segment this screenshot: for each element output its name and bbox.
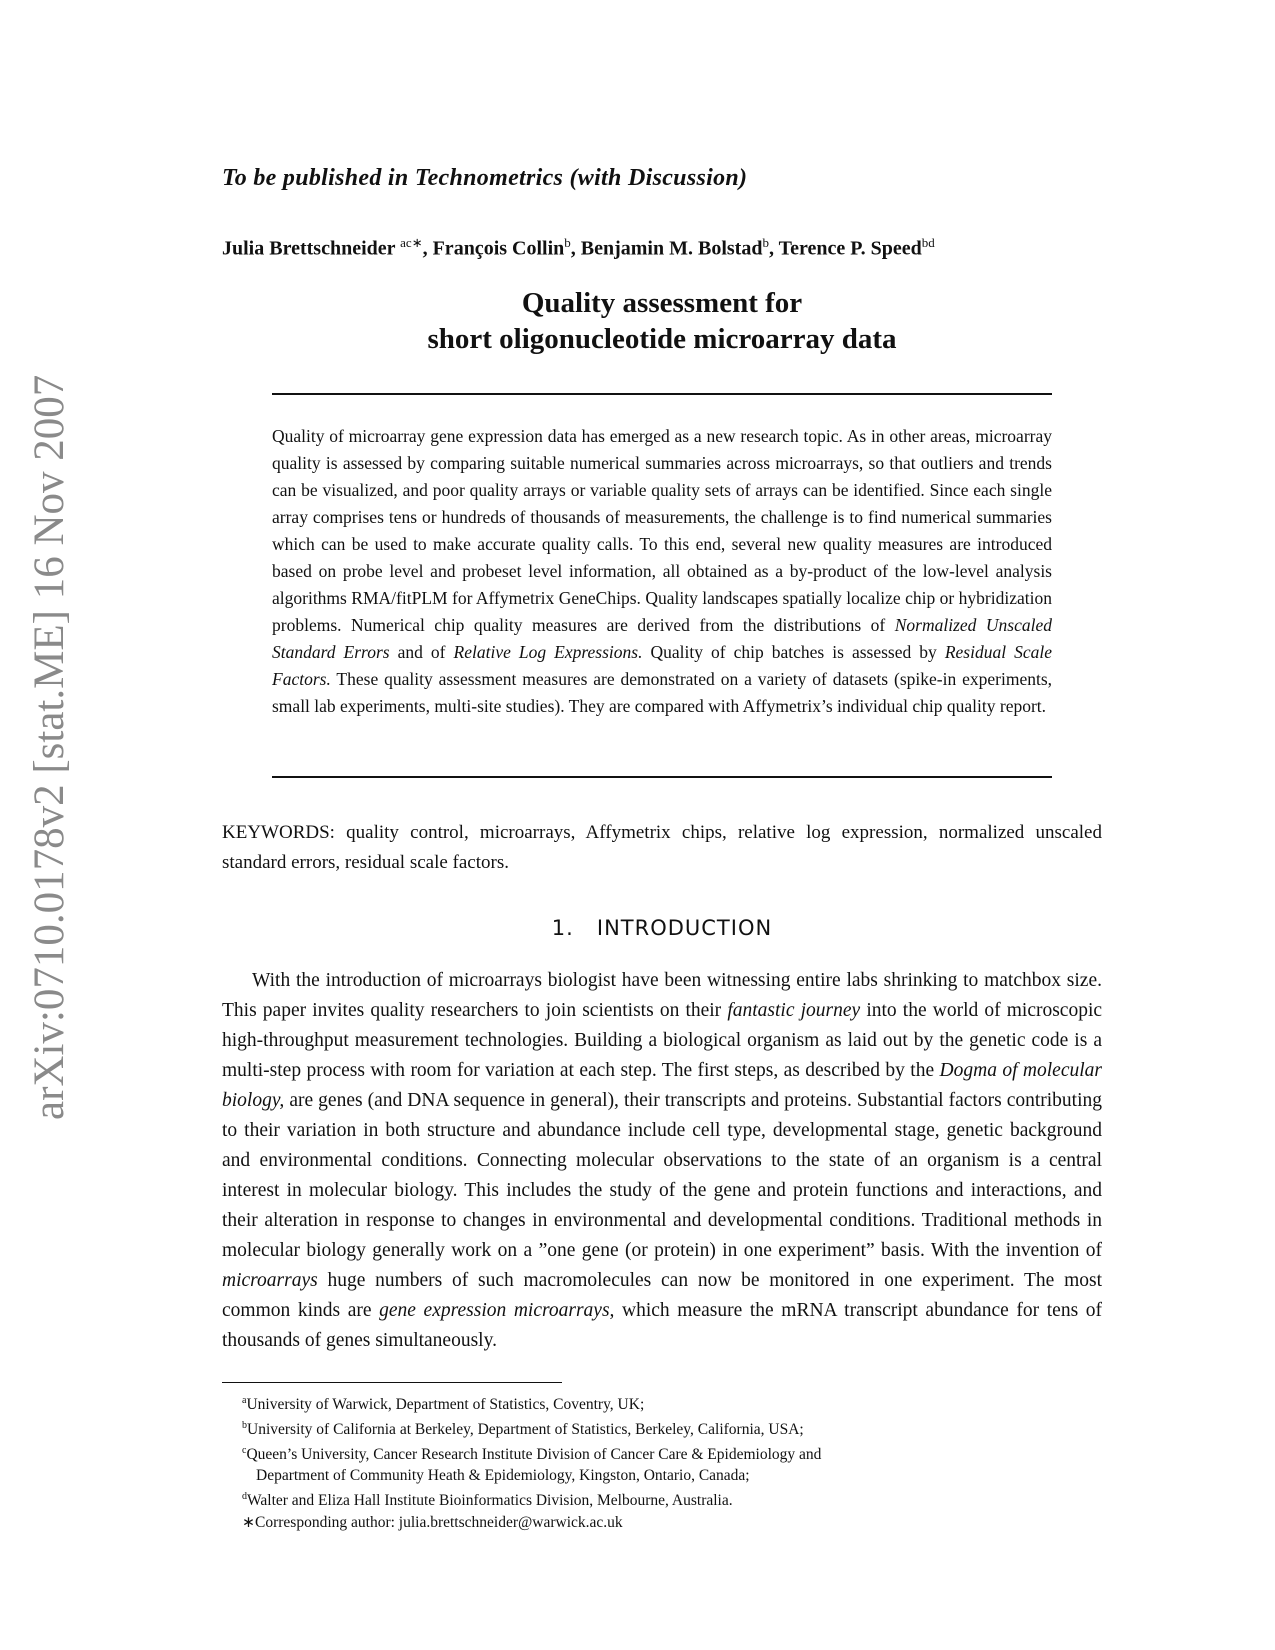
body-emphasis: microarrays [222,1270,318,1291]
abstract-emphasis: Relative Log Expressions. [453,642,643,662]
author-affiliation-mark: bd [921,235,935,250]
footnote-text: Walter and Eliza Hall Institute Bioinformatics Division, Melbourne, Australia. [247,1492,733,1510]
abstract-bottom-rule [272,776,1052,778]
footnote-rule [222,1382,562,1383]
footnotes [242,1390,1102,1533]
footnote-text: University of California at Berkeley, Department of Statistics, Berkeley, California, USA; [247,1421,804,1439]
section-heading [222,916,1102,940]
body-text: which measure the mRNA transcript abundance for tens of thousands of genes simultaneously. [222,1300,1103,1351]
footnote [242,1512,1102,1533]
footnote-mark: ∗ [242,1513,255,1531]
abstract-text: and of [397,642,446,662]
publication-venue: To be published in Technometrics (with Discussion) [222,165,748,191]
footnote-text: Department of Community Heath & Epidemiology, Kingston, Ontario, Canada; [256,1467,750,1485]
footnote-continuation [242,1465,1102,1486]
abstract [272,423,1052,720]
footnote [242,1486,1102,1511]
footnote-mark: b [242,1420,247,1432]
abstract-emphasis: Normalized Unscaled Standard Errors [272,615,1052,662]
abstract-text: Quality of chip batches is assessed by [650,642,937,662]
introduction-paragraph [222,966,1102,1356]
abstract-text: These quality assessment measures are demonstrated on a variety of datasets (spike-in experiments, small lab experiments, multi-site studies). They are compared with Affymetrix’s individual chip quality report. [272,669,1053,716]
body-emphasis: gene expression microarrays, [379,1300,615,1321]
body-text: With the introduction of microarrays biologist have been witnessing entire labs shrinking to matchbox size. This paper invites quality researchers to join scientists on their [222,970,1102,1021]
body-text: are genes (and DNA sequence in general), their transcripts and proteins. Substantial factors contributing to their variation in both structure and abundance include cell type, developmental stage, genetic background and environmental conditions. Connecting molecular observations to the state of an organism is a central interest in molecular biology. This includes the study of the gene and protein functions and interactions, and their alteration in response to changes in environmental and developmental conditions. Traditional methods in molecular biology generally work on a ”one gene (or protein) in one experiment” basis. With the invention of [222,1090,1103,1261]
title-line: short oligonucleotide microarray data [427,323,897,355]
footnote-mark: d [242,1491,247,1503]
footnote-mark: a [242,1395,247,1406]
author-affiliation-mark: b [762,235,769,250]
footnote-text: Corresponding author: julia.brettschneider@warwick.ac.uk [255,1513,623,1531]
section-number: 1. [551,916,574,940]
author-name: Terence P. Speed [778,237,922,260]
footnote-text: University of Warwick, Department of Statistics, Coventry, UK; [246,1396,645,1414]
author-name: Julia Brettschneider [222,237,396,260]
abstract-emphasis: Residual Scale Factors. [272,642,1052,689]
paper-title [222,285,1102,357]
body-text: into the world of microscopic high-throughput measurement technologies. Building a biological organism as laid out by the genetic code is a multi-step process with room for variation at each step. The first steps, as described by the [222,1000,1103,1081]
footnote-mark: c [242,1445,247,1457]
footnote [242,1390,1102,1415]
author-name: Benjamin M. Bolstad [580,237,763,260]
body-emphasis: Dogma of molecular biology, [222,1060,1102,1111]
section-title: INTRODUCTION [596,916,773,940]
abstract-text: Quality of microarray gene expression data has emerged as a new research topic. As in other areas, microarray quality is assessed by comparing suitable numerical summaries across microarrays, so that outliers and trends can be visualized, and poor quality arrays or variable quality sets of arrays can be identified. Since each single array comprises tens or hundreds of thousands of measurements, the challenge is to find numerical summaries which can be used to make accurate quality calls. To this end, several new quality measures are introduced based on probe level and probeset level information, all obtained as a by-product of the low-level analysis algorithms RMA/fitPLM for Affymetrix GeneChips. Quality landscapes spatially localize chip or hybridization problems. Numerical chip quality measures are derived from the distributions of [272,426,1052,635]
title-line: Quality assessment for [521,287,803,319]
author-affiliation-mark: ac∗ [400,235,423,250]
footnote [242,1415,1102,1440]
author-affiliation-mark: b [564,235,571,250]
footnote [242,1440,1102,1465]
footnote-text: Queen’s University, Cancer Research Institute Division of Cancer Care & Epidemiology and [246,1446,822,1464]
body-text: huge numbers of such macromolecules can now be monitored in one experiment. The most common kinds are [222,1270,1102,1321]
arxiv-identifier-stamp: arXiv:0710.0178v2 [stat.ME] 16 Nov 2007 [26,374,73,1120]
body-emphasis: fantastic journey [727,1000,861,1021]
keywords: KEYWORDS: quality control, microarrays, Affymetrix chips, relative log expression, normalized unscaled standard errors, residual scale factors. [222,822,1102,873]
author-name: François Collin [432,237,565,260]
author-list: Julia Brettschneider $^{ac∗}$, François Collin$^b$, Benjamin M. Bolstad$^b$, Terence P. Speed$^{bd}$ [222,235,935,260]
abstract-top-rule [272,393,1052,395]
